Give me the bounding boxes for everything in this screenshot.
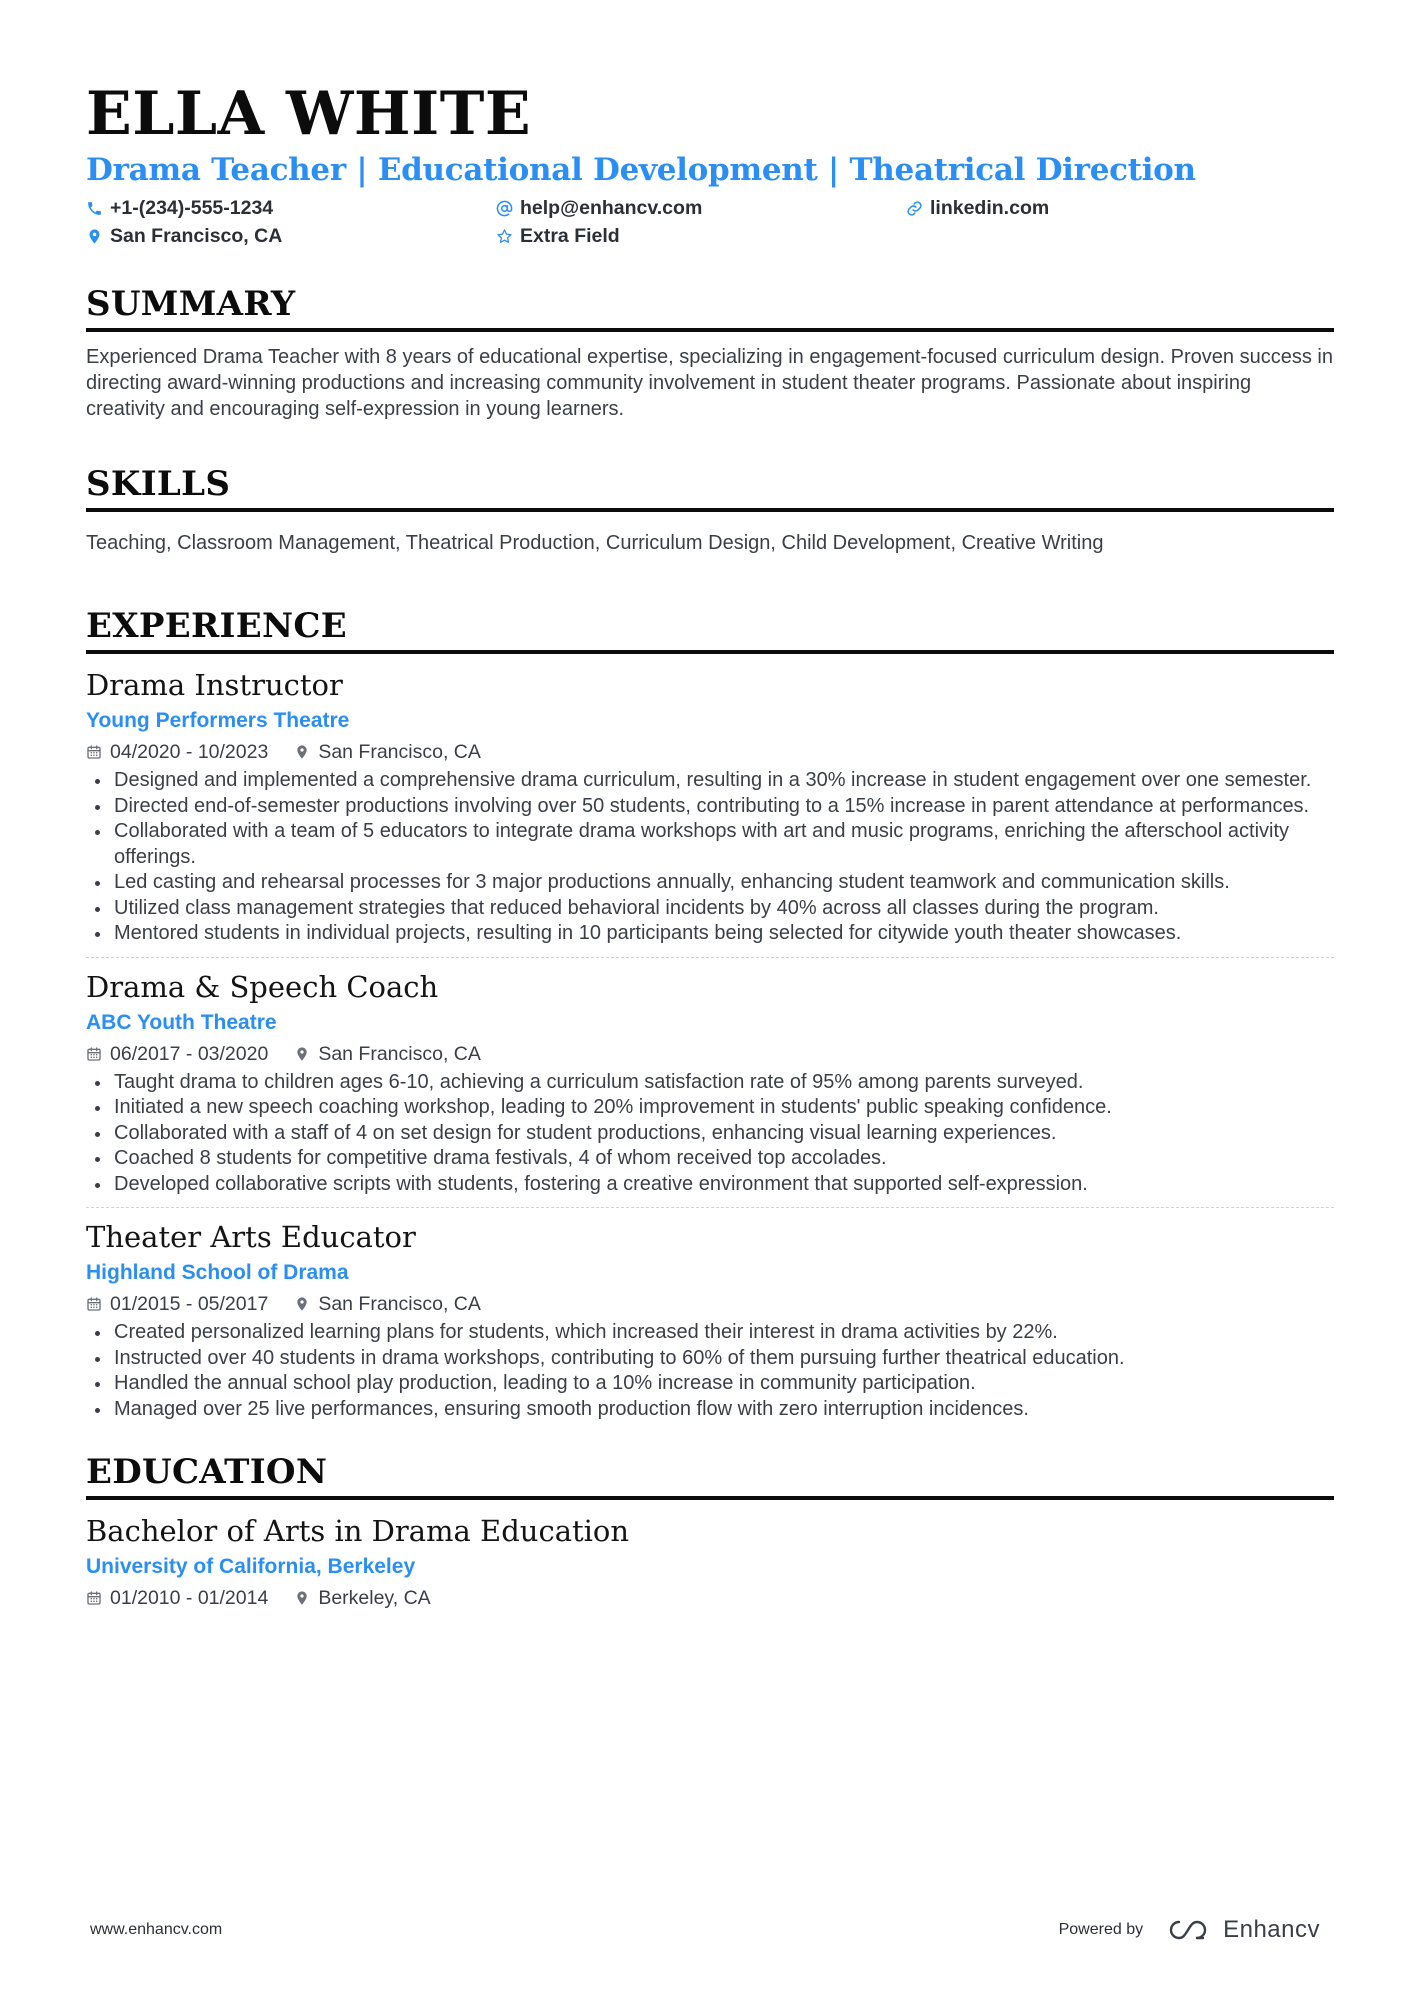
experience-bullet: Taught drama to children ages 6-10, achieving a curriculum satisfaction rate of 95% among parents surveyed. (86, 1070, 1334, 1096)
experience-bullet: Utilized class management strategies that reduced behavioral incidents by 40% across all classes during the program. (86, 896, 1334, 922)
footer-url[interactable]: www.enhancv.com (90, 1921, 223, 1938)
star-icon (496, 228, 513, 245)
powered-by-label: Powered by (1058, 1921, 1144, 1938)
experience-title: EXPERIENCE (86, 606, 1334, 654)
job-location (294, 1290, 481, 1318)
location-text: San Francisco, CA (110, 224, 283, 247)
company-name: Young Performers Theatre (86, 709, 350, 732)
calendar-icon (86, 1296, 102, 1312)
job-title: Drama & Speech Coach (86, 969, 439, 1004)
education-entry (86, 1502, 1334, 1622)
experience-bullet: Collaborated with a team of 5 educators to integrate drama workshops with art and music programs, enriching the afterschool activity offerings. (86, 819, 1334, 870)
experience-bullet: Coached 8 students for competitive drama festivals, 4 of whom received top accolades. (86, 1146, 1334, 1172)
location-pin-icon (294, 744, 310, 760)
skills-text: Teaching, Classroom Management, Theatrical Production, Curriculum Design, Child Development, Creative Writing (86, 532, 1104, 554)
candidate-headline: Drama Teacher | Educational Development | Theatrical Direction (86, 152, 1196, 188)
location-pin-icon (294, 1046, 310, 1062)
job-title: Theater Arts Educator (86, 1220, 416, 1254)
experience-entry (86, 1207, 1334, 1432)
company-name: Highland School of Drama (86, 1261, 349, 1284)
date-range-text: 01/2015 - 05/2017 (110, 1293, 269, 1315)
candidate-name: ELLA WHITE (86, 79, 532, 149)
school-name: University of California, Berkeley (86, 1555, 416, 1578)
achievement-list (86, 768, 1334, 947)
entry-meta (86, 1584, 1334, 1612)
footer-branding (1059, 1916, 1320, 1944)
achievement-list (86, 1070, 1334, 1198)
link-icon (906, 200, 923, 217)
extra-field-text: Extra Field (520, 224, 620, 247)
experience-bullet: Handled the annual school play production, leading to a 10% increase in community participation. (86, 1371, 1334, 1397)
brand-logo[interactable] (1165, 1916, 1320, 1944)
job-location-text: San Francisco, CA (318, 1293, 481, 1315)
resume-page (86, 78, 1334, 1622)
job-title: Drama Instructor (86, 668, 343, 702)
school-location (294, 1584, 430, 1612)
experience-bullet: Collaborated with a staff of 4 on set design for student productions, enhancing visual learning experiences. (86, 1121, 1334, 1147)
education-title: EDUCATION (86, 1452, 1334, 1500)
calendar-icon (86, 1046, 102, 1062)
summary-title: SUMMARY (86, 284, 1334, 332)
company-name: ABC Youth Theatre (86, 1010, 277, 1034)
location-pin-icon (294, 1296, 310, 1312)
entry-meta (86, 1040, 1334, 1068)
skills-section (86, 464, 1334, 556)
contact-extra (496, 224, 906, 248)
experience-list (86, 656, 1334, 1432)
contact-email[interactable] (496, 196, 906, 220)
contact-location (86, 224, 496, 248)
date-range (86, 1584, 268, 1612)
experience-bullet: Directed end-of-semester productions involving over 50 students, contributing to a 15% increase in parent attendance at performances. (86, 794, 1334, 820)
brand-name: Enhancv (1223, 1916, 1320, 1943)
education-section (86, 1452, 1334, 1622)
experience-entry (86, 656, 1334, 957)
experience-entry (86, 957, 1334, 1208)
experience-bullet: Instructed over 40 students in drama workshops, contributing to 60% of them pursuing further theatrical education. (86, 1346, 1334, 1372)
calendar-icon (86, 1590, 102, 1606)
job-location-text: San Francisco, CA (318, 741, 481, 763)
summary-text: Experienced Drama Teacher with 8 years of educational expertise, specializing in engagement-focused curriculum design. Proven success in directing award-winning productions and increasing community involvement in student theater programs. Passionate about inspiring creativity and encouraging self-expression in young learners. (86, 346, 1333, 420)
entry-meta (86, 1290, 1334, 1318)
calendar-icon (86, 744, 102, 760)
date-range-text: 06/2017 - 03/2020 (110, 1042, 269, 1065)
date-range (86, 1290, 268, 1318)
school-location-text: Berkeley, CA (318, 1587, 431, 1609)
date-range (86, 1040, 268, 1068)
entry-meta (86, 738, 1334, 766)
date-range (86, 738, 268, 766)
experience-bullet: Led casting and rehearsal processes for 3 major productions annually, enhancing student teamwork and communication skills. (86, 870, 1334, 896)
job-location (294, 738, 481, 766)
degree-title: Bachelor of Arts in Drama Education (86, 1514, 630, 1548)
location-pin-icon (294, 1590, 310, 1606)
contact-info (86, 196, 1334, 248)
at-sign-icon (496, 200, 513, 217)
page-footer (90, 1910, 1320, 1950)
experience-bullet: Managed over 25 live performances, ensuring smooth production flow with zero interruption incidences. (86, 1397, 1334, 1423)
date-range-text: 04/2020 - 10/2023 (110, 741, 269, 763)
linkedin-text[interactable]: linkedin.com (930, 196, 1050, 219)
experience-bullet: Designed and implemented a comprehensive drama curriculum, resulting in a 30% increase in student engagement over one semester. (86, 768, 1334, 794)
experience-bullet: Initiated a new speech coaching workshop, leading to 20% improvement in students' public speaking confidence. (86, 1095, 1334, 1121)
summary-section (86, 284, 1334, 422)
job-location-text: San Francisco, CA (318, 1042, 481, 1065)
phone-icon (86, 200, 103, 217)
contact-phone (86, 196, 496, 220)
experience-bullet: Mentored students in individual projects, resulting in 10 participants being selected for citywide youth theater showcases. (86, 921, 1334, 947)
phone-text: +1-(234)-555-1234 (110, 196, 274, 219)
enhancv-logo-icon (1165, 1918, 1215, 1942)
experience-section (86, 606, 1334, 1432)
job-location (294, 1040, 481, 1068)
experience-bullet: Created personalized learning plans for students, which increased their interest in drama activities by 22%. (86, 1320, 1334, 1346)
experience-bullet: Developed collaborative scripts with students, fostering a creative environment that supported self-expression. (86, 1172, 1334, 1198)
achievement-list (86, 1320, 1334, 1422)
date-range-text: 01/2010 - 01/2014 (110, 1587, 269, 1609)
education-list (86, 1502, 1334, 1622)
location-pin-icon (86, 228, 103, 245)
skills-title: SKILLS (86, 464, 1334, 512)
email-text[interactable]: help@enhancv.com (520, 196, 703, 219)
contact-linkedin[interactable] (906, 196, 1326, 220)
